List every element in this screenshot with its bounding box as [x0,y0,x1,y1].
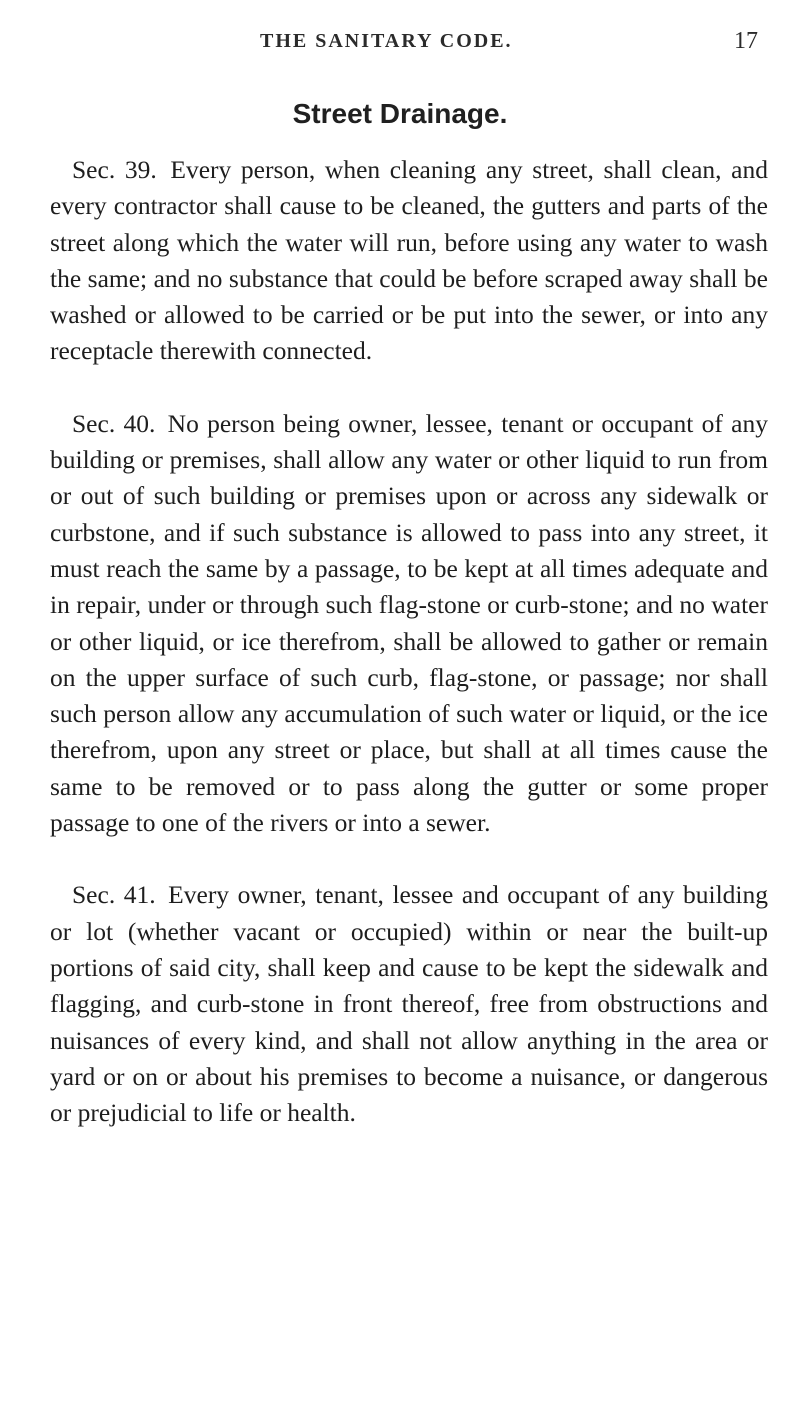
running-header [0,30,800,60]
section-41-text: Every owner, tenant, lessee and occupant of any building or lot (whether vacant or occupied) within or near the built-up portions of said city, shall keep and cause to be kept the sidewalk and flagging, and curb-stone in front thereof, free from obstructions and nuisances of every kind, and shall not allow anything in the area or yard or on or about his premises to become a nuisance, or dangerous or prejudicial to life or health. [50,880,768,1128]
section-40-label: Sec. 40. [72,408,156,438]
section-39-paragraph [50,152,768,370]
section-41-label: Sec. 41. [72,880,156,910]
page-number: 17 [734,28,758,54]
section-40-paragraph [50,406,768,842]
body-text [50,152,768,1131]
section-41-paragraph [50,877,768,1131]
section-39-label: Sec. 39. [72,155,157,184]
section-40-text: No person being owner, lessee, tenant or occupant of any building or premises, shall allow any water or other liquid to run from or out of such building or premises upon or across any sidewalk or curbstone, and if such substance is allowed to pass into any street, it must reach the same by a passage, to be kept at all times adequate and in repair, under or through such flag-stone or curb-stone; and no water or other liquid, or ice therefrom, shall be allowed to gather or remain on the upper surface of such curb, flag-stone, or passage; nor shall such person allow any accumulation of such water or liquid, or the ice therefrom, upon any street or place, but shall at all times cause the same to be removed or to pass along the gutter or some proper passage to one of the rivers or into a sewer. [50,408,769,838]
paragraph-spacer [50,370,768,406]
section-39-text: Every person, when cleaning any street, shall clean, and every contractor shall cause to be cleaned, the gutters and parts of the street along which the water will run, before using any water to wash the same; and no substance that could be before scraped away shall be washed or allowed to be carried or be put into the sewer, or into any receptacle therewith connected. [50,155,768,366]
running-title: THE SANITARY CODE. [260,30,513,52]
paragraph-spacer [50,841,768,877]
section-heading: Street Drainage. [292,98,508,129]
